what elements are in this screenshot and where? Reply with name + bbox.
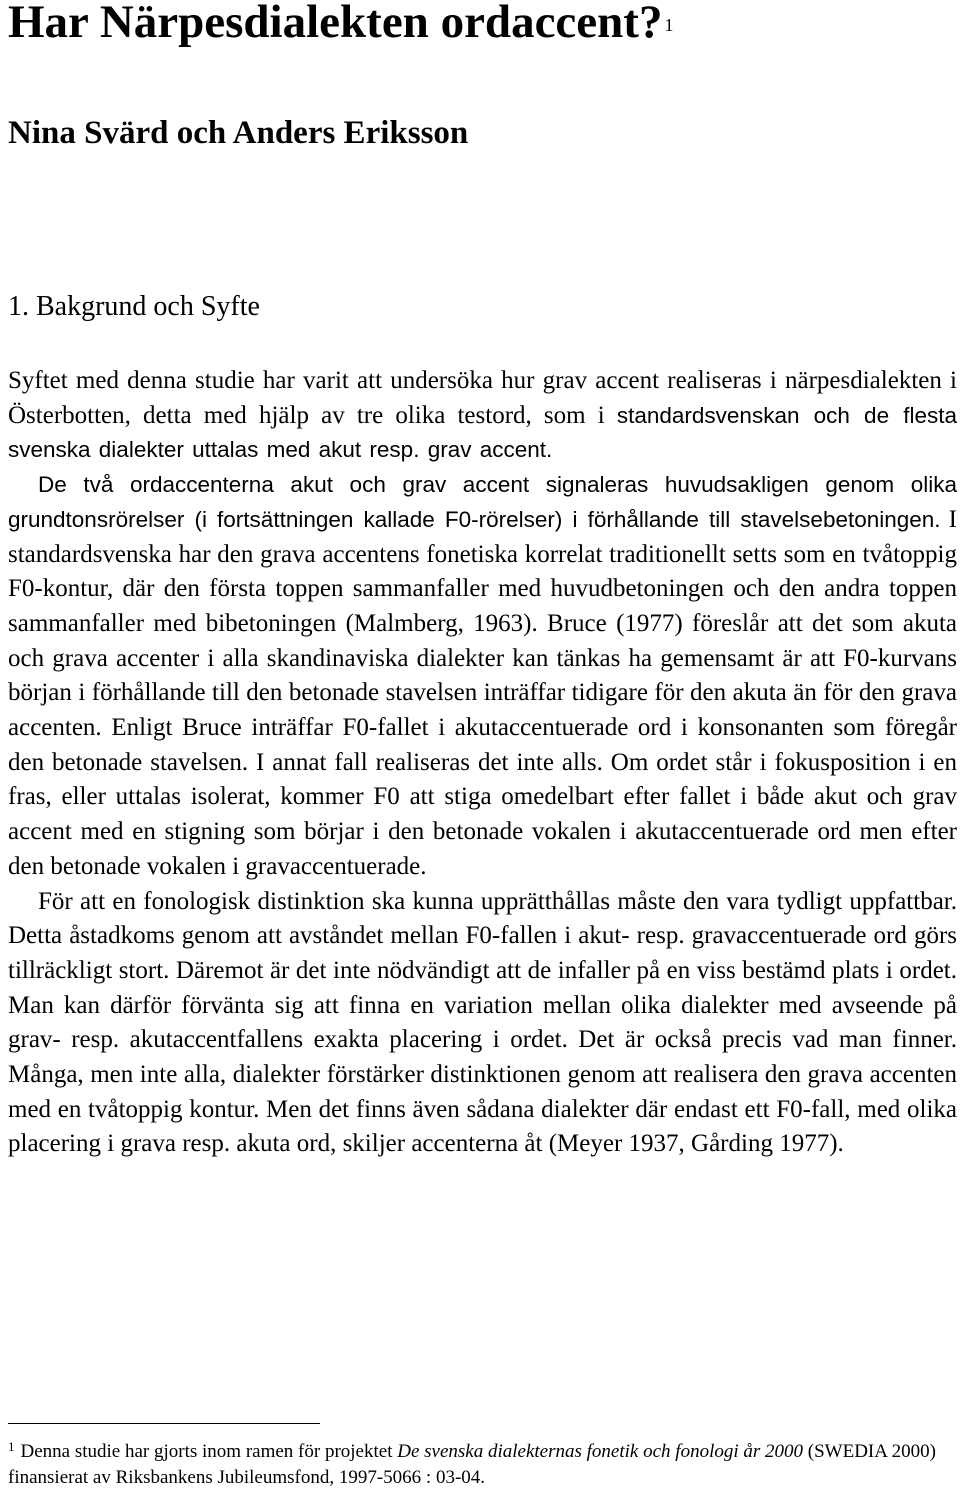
paragraph-1 xyxy=(8,364,957,468)
title-footnote-marker: 1 xyxy=(664,15,674,35)
footnote-separator xyxy=(8,1423,320,1424)
paper-title xyxy=(8,0,673,51)
footnote-marker: 1 xyxy=(8,1439,15,1454)
footnote xyxy=(8,1434,957,1491)
paragraph-2-sans: De två ordaccenterna akut och grav accent signaleras huvudsakligen genom olika grundtonsrörelser (i fortsättningen kallade F0-rörelser) i förhållande till stavelsebetoningen. xyxy=(8,472,957,532)
paragraph-2-serif: I standardsvenska har den grava accentens fonetiska korrelat traditionellt setts som en tvåtoppig F0-kontur, där den första toppen sammanfaller med huvudbetoningen och den andra toppen sammanfaller med bibetoningen (Malmberg, 1963). Bruce (1977) föreslår att det som akuta och grava accenter i alla skandinaviska dialekter kan tänkas ha gemensamt är att F0-kurvans början i förhållande till den betonade stavelsen inträffar tidigare för den akuta än för den grava accenten. Enligt Bruce inträffar F0-fallet i akutaccentuerade ord i konsonanten som föregår den betonade stavelsen. I annat fall realiseras det inte alls. Om ordet står i fokusposition i en fras, eller uttalas isolerat, kommer F0 att stiga omedelbart efter fallet i både akut och grav accent med en stigning som börjar i den betonade vokalen i akutaccentuerade ord men efter den betonade vokalen i gravaccentuerade. xyxy=(8,505,957,880)
section-heading: 1. Bakgrund och Syfte xyxy=(8,291,260,322)
paragraph-1-sans: standardsvenskan och de flesta svenska dialekter uttalas med akut resp. grav accent. xyxy=(8,402,958,463)
authors: Nina Svärd och Anders Eriksson xyxy=(8,115,469,151)
paragraph-3: För att en fonologisk distinktion ska kunna upprätthållas måste den vara tydligt uppfattbar. Detta åstadkoms genom att avståndet mellan F0-fallen i akut- resp. gravaccentuerade ord görs tillräckligt stort. Däremot är det inte nödvändigt att de infaller på en viss bestämd plats i ordet. Man kan därför förvänta sig att finna en variation mellan olika dialekter med avseende på grav- resp. akutaccentfallens exakta placering i ordet. Det är också precis vad man finner. Många, men inte alla, dialekter förstärker distinktionen genom att realisera den grava accenten med en tvåtoppig kontur. Men det finns även sådana dialekter där endast ett F0-fall, med olika placering i grava resp. akuta ord, skiljer accenterna åt (Meyer 1937, Gårding 1977). xyxy=(8,887,957,1158)
paper-title-text: Har Närpesdialekten ordaccent? xyxy=(8,0,663,48)
body-text xyxy=(8,364,957,1162)
paragraph-2 xyxy=(8,468,957,884)
footnote-project-title: De svenska dialekternas fonetik och fonologi år 2000 xyxy=(397,1441,804,1462)
footnote-text-before: Denna studie har gjorts inom ramen för projektet xyxy=(20,1441,398,1462)
paragraph-1-serif: Syftet med denna studie har varit att undersöka hur grav accent realiseras i närpesdialekten i Österbotten, detta med hjälp av tre olika testord, som i xyxy=(8,367,957,429)
footnote-text-after: (SWEDIA 2000) finansierat av Riksbankens Jubileumsfond, 1997-5066 : 03-04. xyxy=(8,1441,937,1488)
